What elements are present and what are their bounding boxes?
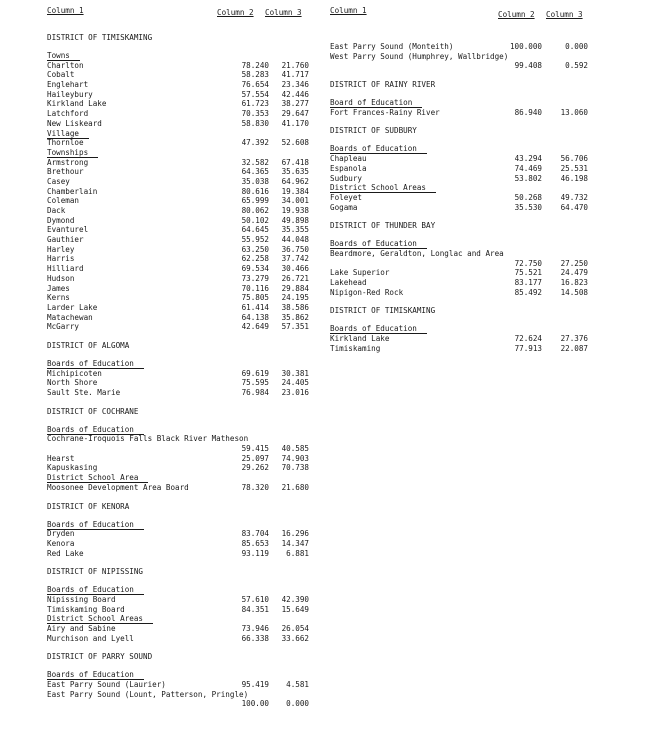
column-2-value: 25.097 — [241, 453, 269, 463]
entry-name: Charlton — [47, 60, 84, 70]
column-3-value: 13.060 — [560, 107, 588, 117]
column-3-value: 35.635 — [281, 167, 309, 177]
table-row — [47, 254, 322, 264]
column-3-value: 70.738 — [281, 463, 309, 473]
column-3-value: 40.585 — [281, 444, 309, 454]
column-1-header: Column 1 — [47, 6, 84, 15]
column-2-value: 66.338 — [241, 633, 269, 643]
table-row — [47, 99, 322, 109]
column-3-value: 14.347 — [281, 538, 309, 548]
section-subheading — [47, 614, 322, 624]
column-3-value: 30.381 — [281, 368, 309, 378]
table-row — [47, 680, 322, 690]
column-2-value: 75.805 — [241, 293, 269, 303]
entry-name: Red Lake — [47, 548, 84, 558]
subheading-label: Boards of Education — [47, 520, 144, 530]
section-subheading — [47, 585, 322, 595]
column-1-header: Column 1 — [330, 6, 367, 15]
section-subheading — [47, 148, 322, 158]
table-row — [47, 595, 322, 605]
table-row — [47, 90, 322, 100]
entry-name: James — [47, 283, 70, 293]
section-subheading — [330, 144, 590, 154]
entry-name: Michipicoten — [47, 368, 102, 378]
column-2-value: 75.521 — [514, 268, 542, 278]
entry-name: North Shore — [47, 378, 98, 388]
entry-name: Timiskaming — [330, 343, 381, 353]
column-3-value: 6.881 — [286, 548, 309, 558]
column-2-value: 50.102 — [241, 215, 269, 225]
column-3-value: 38.277 — [281, 99, 309, 109]
column-3-value: 23.346 — [281, 80, 309, 90]
table-row — [330, 288, 590, 298]
column-3-value: 35.862 — [281, 312, 309, 322]
column-3-value: 25.531 — [560, 163, 588, 173]
column-2-value: 80.062 — [241, 206, 269, 215]
column-3-value: 52.608 — [281, 138, 309, 148]
entry-name: Kerns — [47, 293, 70, 303]
subheading-label: Boards of Education — [47, 670, 144, 680]
column-2-value: 64.645 — [241, 225, 269, 235]
column-2-value: 57.554 — [241, 89, 269, 99]
district-heading: DISTRICT OF KENORA — [47, 501, 130, 511]
column-3-value: 27.250 — [560, 258, 588, 268]
column-3-header: Column 3 — [546, 10, 583, 19]
column-2-value: 85.653 — [241, 538, 269, 548]
column-2-value: 74.469 — [514, 163, 542, 173]
district-heading: DISTRICT OF THUNDER BAY — [330, 221, 436, 231]
column-3-value: 19.938 — [281, 206, 309, 215]
table-row — [47, 70, 322, 80]
table-row — [330, 203, 590, 213]
district-heading: DISTRICT OF SUDBURY — [330, 126, 417, 136]
column-2-value: 95.419 — [241, 680, 269, 690]
left-entries — [47, 33, 322, 709]
table-row — [47, 274, 322, 284]
column-3-value: 24.479 — [560, 268, 588, 278]
section-subheading — [330, 183, 590, 193]
district-heading: DISTRICT OF PARRY SOUND — [47, 652, 153, 662]
entry-name: Hudson — [47, 273, 75, 283]
column-2-header: Column 2 — [217, 8, 254, 17]
subheading-label: Boards of Education — [47, 585, 144, 595]
entry-name: Thornloe — [47, 138, 84, 148]
column-3-value: 30.466 — [281, 264, 309, 274]
column-2-value: 93.119 — [241, 548, 269, 558]
right-column — [330, 6, 590, 353]
table-row — [47, 313, 322, 323]
column-3-value: 4.581 — [286, 680, 309, 690]
section-subheading — [330, 324, 590, 334]
column-2-value: 63.250 — [241, 244, 269, 254]
entry-name: Kapuskasing — [47, 463, 98, 473]
table-row — [47, 549, 322, 559]
column-3-value: 16.823 — [560, 278, 588, 287]
table-row — [47, 284, 322, 294]
column-3-value: 49.732 — [560, 192, 588, 202]
column-2-value: 29.262 — [241, 463, 269, 473]
column-3-value: 67.418 — [281, 157, 309, 167]
column-headers — [330, 6, 590, 24]
entry-name: Casey — [47, 176, 70, 186]
column-2-value: 100.000 — [509, 42, 542, 51]
table-row — [330, 164, 590, 174]
district-heading: DISTRICT OF COCHRANE — [47, 406, 139, 416]
column-3-value: 24.405 — [281, 378, 309, 388]
table-row — [47, 187, 322, 197]
column-2-value: 73.946 — [241, 624, 269, 633]
section-subheading — [47, 359, 322, 369]
table-row — [47, 264, 322, 274]
column-3-value: 34.001 — [281, 196, 309, 206]
column-3-value: 0.000 — [565, 42, 588, 51]
subheading-label: Boards of Education — [330, 239, 427, 249]
column-3-value: 21.680 — [281, 482, 309, 492]
column-3-value: 37.742 — [281, 254, 309, 264]
subheading-label: Boards of Education — [330, 324, 427, 334]
entry-name: Armstrong — [47, 157, 89, 167]
column-2-value: 57.610 — [241, 594, 269, 604]
entry-name: Chapleau — [330, 154, 367, 164]
entry-name: Matachewan — [47, 312, 93, 322]
entry-name: Nipigon-Red Rock — [330, 287, 404, 297]
column-2-value: 83.177 — [514, 278, 542, 287]
column-2-value: 59.415 — [241, 444, 269, 454]
section-subheading — [330, 239, 590, 249]
table-row — [47, 167, 322, 177]
table-row — [47, 454, 322, 464]
column-2-value: 62.258 — [241, 254, 269, 264]
district-heading: DISTRICT OF RAINY RIVER — [330, 80, 436, 90]
column-3-value: 41.717 — [281, 70, 309, 80]
entry-name-line: East Parry Sound (Lount, Patterson, Pringle) — [47, 689, 249, 699]
column-2-value: 76.654 — [241, 80, 269, 90]
table-row — [47, 529, 322, 539]
entry-name: Moosonee Development Area Board — [47, 482, 189, 492]
column-3-value: 74.903 — [281, 453, 309, 463]
column-3-value: 16.296 — [281, 529, 309, 539]
table-row — [330, 278, 590, 288]
column-2-value: 42.649 — [241, 322, 269, 332]
table-row — [330, 154, 590, 164]
table-row — [330, 42, 590, 52]
column-3-value: 26.054 — [281, 624, 309, 633]
entry-name: Cobalt — [47, 70, 75, 80]
table-row — [47, 293, 322, 303]
column-2-value: 100.00 — [241, 699, 269, 709]
left-column — [47, 6, 322, 709]
district-heading: DISTRICT OF NIPISSING — [47, 567, 144, 577]
column-2-value: 53.802 — [514, 173, 542, 183]
section-subheading — [47, 51, 322, 61]
entry-name: Dymond — [47, 215, 75, 225]
column-2-value: 99.408 — [514, 61, 542, 71]
entry-name: Englehart — [47, 80, 89, 90]
entry-name: Sudbury — [330, 173, 363, 183]
right-entries — [330, 42, 590, 353]
entry-name: Harley — [47, 244, 75, 254]
column-2-header: Column 2 — [498, 10, 535, 19]
column-2-value: 80.616 — [241, 186, 269, 196]
table-row — [47, 322, 322, 332]
column-2-value: 64.365 — [241, 167, 269, 177]
subheading-label: District School Area — [47, 473, 148, 483]
column-2-value: 65.999 — [241, 196, 269, 206]
table-row — [47, 177, 322, 187]
column-3-value: 44.048 — [281, 235, 309, 245]
table-row — [47, 158, 322, 168]
section-subheading — [47, 425, 322, 435]
entry-name: Gauthier — [47, 235, 84, 245]
table-row — [47, 138, 322, 148]
entry-name: Fort Frances-Rainy River — [330, 107, 440, 117]
column-2-value: 69.534 — [241, 264, 269, 274]
column-3-value: 22.087 — [560, 343, 588, 353]
section-subheading — [47, 520, 322, 530]
column-2-value: 77.913 — [514, 343, 542, 353]
column-2-value: 72.750 — [514, 258, 542, 268]
subheading-label: Boards of Education — [47, 425, 144, 435]
column-2-value: 72.624 — [514, 334, 542, 344]
column-3-value: 23.016 — [281, 388, 309, 397]
table-row — [47, 463, 322, 473]
table-row — [47, 225, 322, 235]
column-3-value: 42.446 — [281, 89, 309, 99]
column-2-value: 35.038 — [241, 176, 269, 186]
column-2-value: 55.952 — [241, 235, 269, 245]
entry-name: Timiskaming Board — [47, 604, 125, 614]
subheading-label: Boards of Education — [47, 359, 144, 369]
district-heading: DISTRICT OF TIMISKAMING — [47, 33, 153, 42]
entry-name: Airy and Sabine — [47, 624, 116, 633]
table-row — [47, 369, 322, 379]
column-3-value: 15.649 — [281, 604, 309, 614]
column-2-value: 76.984 — [241, 388, 269, 397]
column-3-value: 33.662 — [281, 633, 309, 643]
table-row — [47, 119, 322, 129]
column-2-value: 78.240 — [241, 60, 269, 70]
entry-name: Foleyet — [330, 192, 363, 202]
column-3-value: 27.376 — [560, 334, 588, 344]
subheading-label: District School Areas — [330, 183, 436, 193]
entry-name-line: Cochrane-Iroquois Falls Black River Matheson — [47, 434, 249, 444]
section-subheading — [330, 98, 590, 108]
column-2-value: 70.353 — [241, 109, 269, 119]
entry-name: Hearst — [47, 453, 75, 463]
table-row — [47, 109, 322, 119]
column-3-value: 42.390 — [281, 594, 309, 604]
column-3-value: 64.962 — [281, 176, 309, 186]
district-heading: DISTRICT OF ALGOMA — [47, 340, 130, 350]
entry-name: Kirkland Lake — [330, 334, 390, 344]
table-row — [47, 61, 322, 71]
entry-name: Kirkland Lake — [47, 99, 107, 109]
entry-name: Sault Ste. Marie — [47, 388, 121, 397]
column-3-value: 0.000 — [286, 699, 309, 709]
column-3-value: 19.384 — [281, 186, 309, 196]
column-3-value: 29.647 — [281, 109, 309, 119]
table-row — [47, 206, 322, 216]
section-subheading — [47, 670, 322, 680]
column-3-value: 49.898 — [281, 215, 309, 225]
entry-name: Gogama — [330, 202, 358, 212]
table-row — [47, 235, 322, 245]
table-row — [330, 344, 590, 354]
entry-name: Dryden — [47, 529, 75, 539]
column-3-value: 29.884 — [281, 283, 309, 293]
table-row — [47, 388, 322, 398]
entry-name: Lakehead — [330, 278, 367, 287]
column-2-value: 35.530 — [514, 202, 542, 212]
entry-name: Hilliard — [47, 264, 84, 274]
column-3-value: 46.198 — [560, 173, 588, 183]
entry-name: Kenora — [47, 538, 75, 548]
table-row — [47, 378, 322, 388]
entry-name: McGarry — [47, 322, 80, 332]
table-row — [330, 61, 590, 71]
table-row — [47, 634, 322, 644]
column-2-value: 47.392 — [241, 138, 269, 148]
column-3-value: 0.592 — [565, 61, 588, 71]
column-2-value: 61.414 — [241, 302, 269, 312]
subheading-label: Townships — [47, 148, 98, 158]
table-row — [330, 259, 590, 269]
subheading-label: Boards of Education — [330, 144, 427, 154]
entry-name: East Parry Sound (Monteith) — [330, 42, 454, 51]
entry-name: Haileybury — [47, 89, 93, 99]
table-row — [47, 80, 322, 90]
table-row — [330, 108, 590, 118]
column-3-header: Column 3 — [265, 8, 302, 17]
section-subheading — [47, 473, 322, 483]
column-2-value: 86.940 — [514, 107, 542, 117]
column-headers — [47, 6, 322, 24]
column-2-value: 70.116 — [241, 283, 269, 293]
table-row — [47, 624, 322, 634]
column-2-value: 78.320 — [241, 482, 269, 492]
column-2-value: 58.830 — [241, 118, 269, 128]
district-heading: DISTRICT OF TIMISKAMING — [330, 306, 436, 316]
column-3-value: 14.508 — [560, 287, 588, 297]
subheading-label: Towns — [47, 51, 80, 61]
table-row — [47, 444, 322, 454]
table-row — [47, 539, 322, 549]
table-row — [47, 483, 322, 493]
entry-name: Latchford — [47, 109, 89, 119]
table-row — [330, 268, 590, 278]
column-2-value: 50.268 — [514, 192, 542, 202]
column-2-value: 32.582 — [241, 157, 269, 167]
column-3-value: 57.351 — [281, 322, 309, 332]
column-3-value: 56.706 — [560, 154, 588, 164]
table-row — [47, 196, 322, 206]
column-2-value: 73.279 — [241, 273, 269, 283]
subheading-label: Village — [47, 129, 89, 139]
column-3-value: 38.586 — [281, 302, 309, 312]
column-3-value: 26.721 — [281, 273, 309, 283]
column-2-value: 84.351 — [241, 604, 269, 614]
column-3-value: 24.195 — [281, 293, 309, 303]
entry-name: Lake Superior — [330, 268, 390, 278]
column-3-value: 64.470 — [560, 202, 588, 212]
entry-name: Nipissing Board — [47, 594, 116, 604]
column-2-value: 83.704 — [241, 529, 269, 539]
table-row — [47, 605, 322, 615]
entry-name: Harris — [47, 254, 75, 264]
column-2-value: 64.138 — [241, 312, 269, 322]
table-row — [47, 245, 322, 255]
entry-name: Espanola — [330, 163, 367, 173]
entry-name: Chamberlain — [47, 186, 98, 196]
column-3-value: 35.355 — [281, 225, 309, 235]
entry-name: Coleman — [47, 196, 80, 206]
subheading-label: District School Areas — [47, 614, 153, 624]
subheading-label: Board of Education — [330, 98, 422, 108]
entry-name: Dack — [47, 206, 66, 215]
table-row — [47, 699, 322, 709]
entry-name: Brethour — [47, 167, 84, 177]
entry-name: Murchison and Lyell — [47, 633, 134, 643]
section-subheading — [47, 129, 322, 139]
entry-name: Evanturel — [47, 225, 89, 235]
entry-name: East Parry Sound (Laurier) — [47, 680, 166, 690]
table-row — [47, 303, 322, 313]
table-row — [330, 334, 590, 344]
column-3-value: 36.750 — [281, 244, 309, 254]
column-2-value: 69.619 — [241, 368, 269, 378]
column-2-value: 58.283 — [241, 70, 269, 80]
table-row — [330, 193, 590, 203]
entry-name: New Liskeard — [47, 118, 102, 128]
entry-name-line: Beardmore, Geraldton, Longlac and Area — [330, 248, 504, 258]
column-2-value: 61.723 — [241, 99, 269, 109]
table-row — [47, 216, 322, 226]
table-row — [330, 174, 590, 184]
column-2-value: 85.492 — [514, 287, 542, 297]
column-3-value: 41.170 — [281, 118, 309, 128]
column-2-value: 43.294 — [514, 154, 542, 164]
entry-name: Larder Lake — [47, 302, 98, 312]
column-3-value: 21.760 — [281, 60, 309, 70]
column-2-value: 75.595 — [241, 378, 269, 388]
entry-name-line: West Parry Sound (Humphrey, Wallbridge) — [330, 51, 509, 61]
